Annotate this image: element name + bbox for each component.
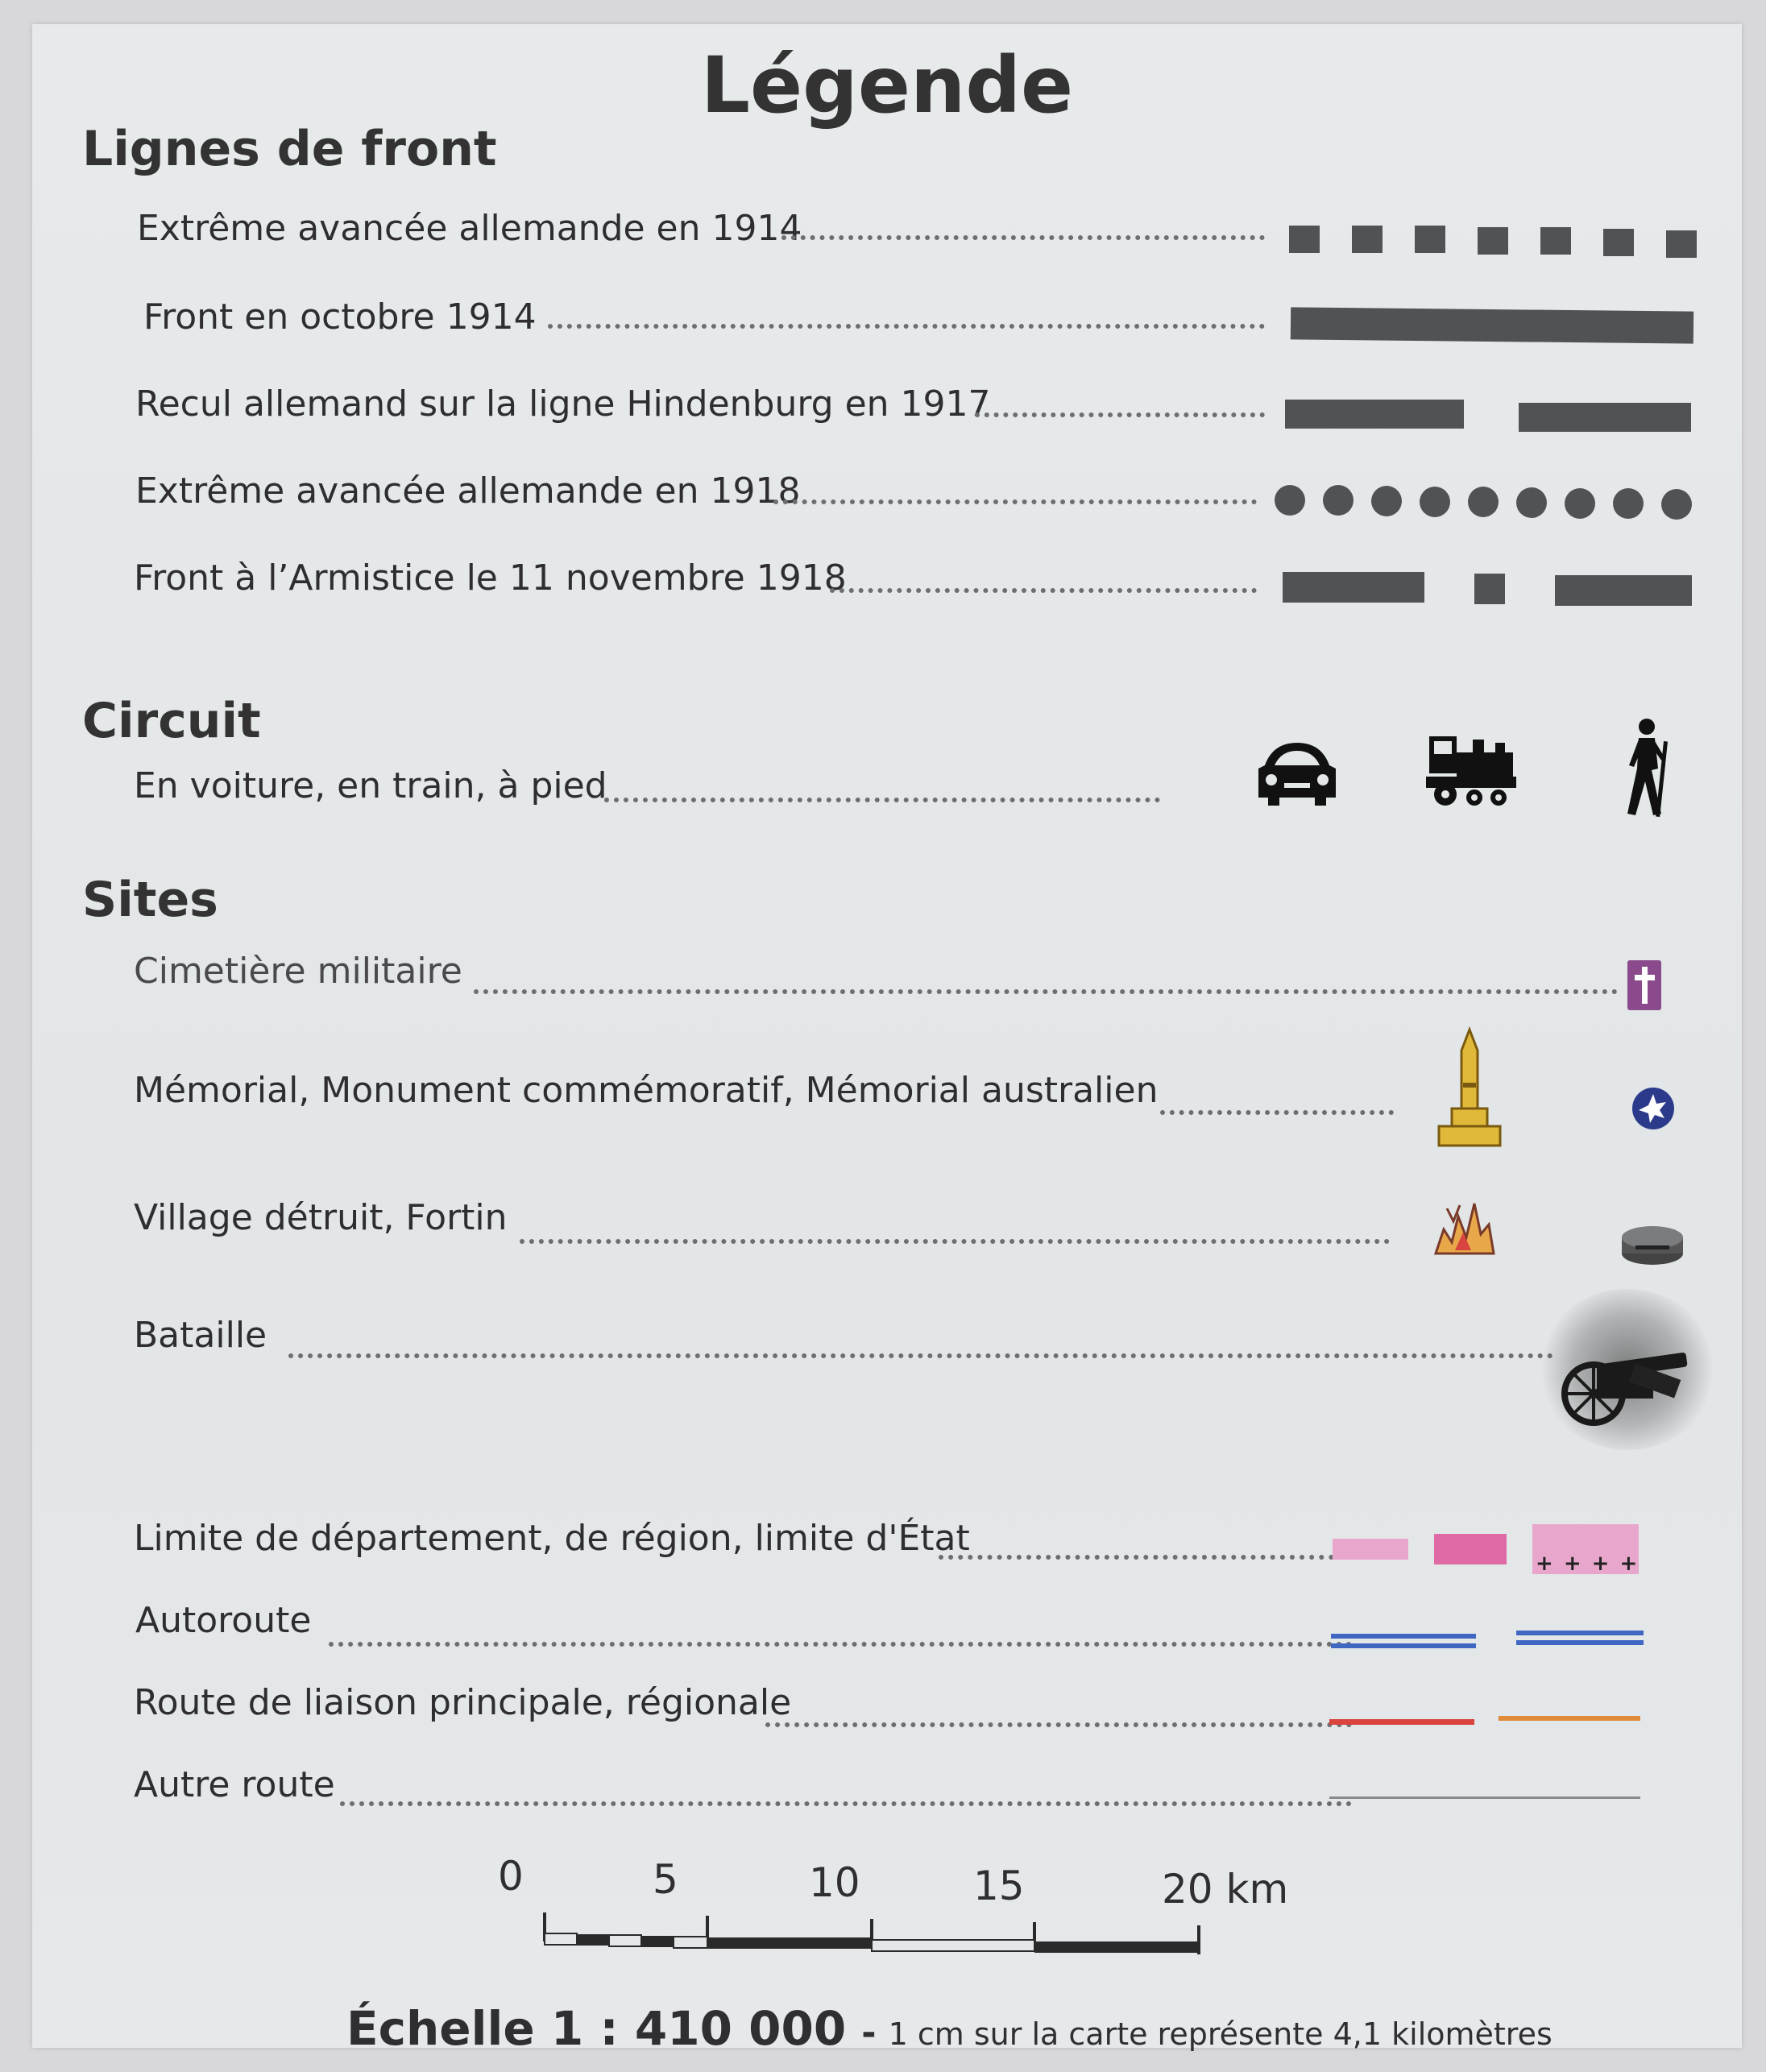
legend-title: Légende [700, 40, 1074, 131]
motorway-symbol-2 [1516, 1631, 1644, 1648]
round-dots-line-symbol [1275, 485, 1710, 520]
leader-dots [520, 1239, 1390, 1244]
legend-panel [32, 24, 1742, 2056]
scale-bar [491, 1853, 1345, 1982]
monument-obelisk-icon [1431, 1026, 1508, 1152]
circuit-label: En voiture, en train, à pied [134, 765, 607, 806]
leader-dots [474, 989, 1618, 994]
dash-dot-line-symbol [1283, 572, 1702, 607]
leader-dots [329, 1642, 1352, 1647]
scale-tick-label: 0 [498, 1853, 524, 1900]
cannon-icon [1550, 1329, 1703, 1434]
hindenburg-1917-label: Recul allemand sur la ligne Hindenburg en 1917 [135, 383, 991, 425]
state-border-marks: + + + + [1536, 1552, 1640, 1576]
destroyed-village-label: Village détruit, Fortin [134, 1197, 508, 1238]
scale-dash: - [861, 2012, 877, 2053]
state-boundary-symbol [1532, 1524, 1639, 1574]
region-boundary-symbol [1434, 1534, 1507, 1564]
car-icon [1249, 733, 1345, 814]
leader-dots [939, 1555, 1354, 1560]
front-october-1914-label: Front en octobre 1914 [143, 296, 537, 338]
train-icon [1423, 727, 1519, 815]
front-1918-advance-label: Extrême avancée allemande en 1918 [135, 470, 801, 512]
leader-dots [773, 499, 1257, 504]
leader-dots [340, 1801, 1352, 1806]
leader-dots [604, 798, 1160, 802]
australian-star-icon [1631, 1086, 1676, 1131]
scale-bar-graphic [491, 1909, 1217, 1966]
cemetery-label: Cimetière militaire [134, 951, 462, 992]
other-road-label: Autre route [134, 1764, 335, 1805]
other-road-symbol [1329, 1796, 1640, 1799]
scale-ratio: Échelle 1 : 410 000 [346, 2001, 847, 2056]
leader-dots [830, 588, 1257, 593]
department-boundary-symbol [1333, 1539, 1408, 1560]
section-front-lines: Lignes de front [82, 121, 497, 177]
section-circuit: Circuit [82, 693, 261, 749]
long-dash-line-symbol [1285, 400, 1704, 432]
section-sites: Sites [82, 872, 218, 928]
memorial-label: Mémorial, Monument commémoratif, Mémorial australien [134, 1070, 1159, 1111]
scale-note: 1 cm sur la carte représente 4,1 kilomètres [888, 2016, 1553, 2052]
leader-dots [1160, 1110, 1394, 1115]
scale-tick-label: 5 [653, 1856, 678, 1903]
front-armistice-1918-label: Front à l’Armistice le 11 novembre 1918 [134, 557, 847, 599]
scale-tick-label: 20 km [1162, 1866, 1289, 1912]
motorway-label: Autoroute [135, 1600, 312, 1641]
destroyed-village-icon [1431, 1197, 1497, 1258]
scale-caption [346, 2001, 1553, 2056]
battle-label: Bataille [134, 1315, 267, 1356]
boundary-label: Limite de département, de région, limite d'État [134, 1518, 970, 1559]
main-road-symbol [1329, 1719, 1474, 1725]
hiker-icon [1611, 717, 1684, 822]
regional-road-symbol [1499, 1716, 1640, 1721]
leader-dots [765, 1722, 1352, 1727]
leader-dots [288, 1353, 1553, 1358]
fortin-icon [1619, 1223, 1685, 1268]
solid-thick-line-symbol [1291, 307, 1693, 343]
scale-tick-label: 10 [809, 1859, 860, 1906]
leader-dots [975, 412, 1265, 417]
cemetery-cross-icon [1626, 959, 1663, 1012]
leader-dots [781, 235, 1265, 240]
main-road-label: Route de liaison principale, régionale [134, 1682, 792, 1723]
motorway-symbol [1331, 1634, 1476, 1651]
front-1914-advance-label: Extrême avancée allemande en 1914 [137, 208, 802, 249]
square-dots-line-symbol [1289, 226, 1716, 258]
leader-dots [548, 324, 1265, 329]
scale-tick-label: 15 [973, 1863, 1025, 1909]
